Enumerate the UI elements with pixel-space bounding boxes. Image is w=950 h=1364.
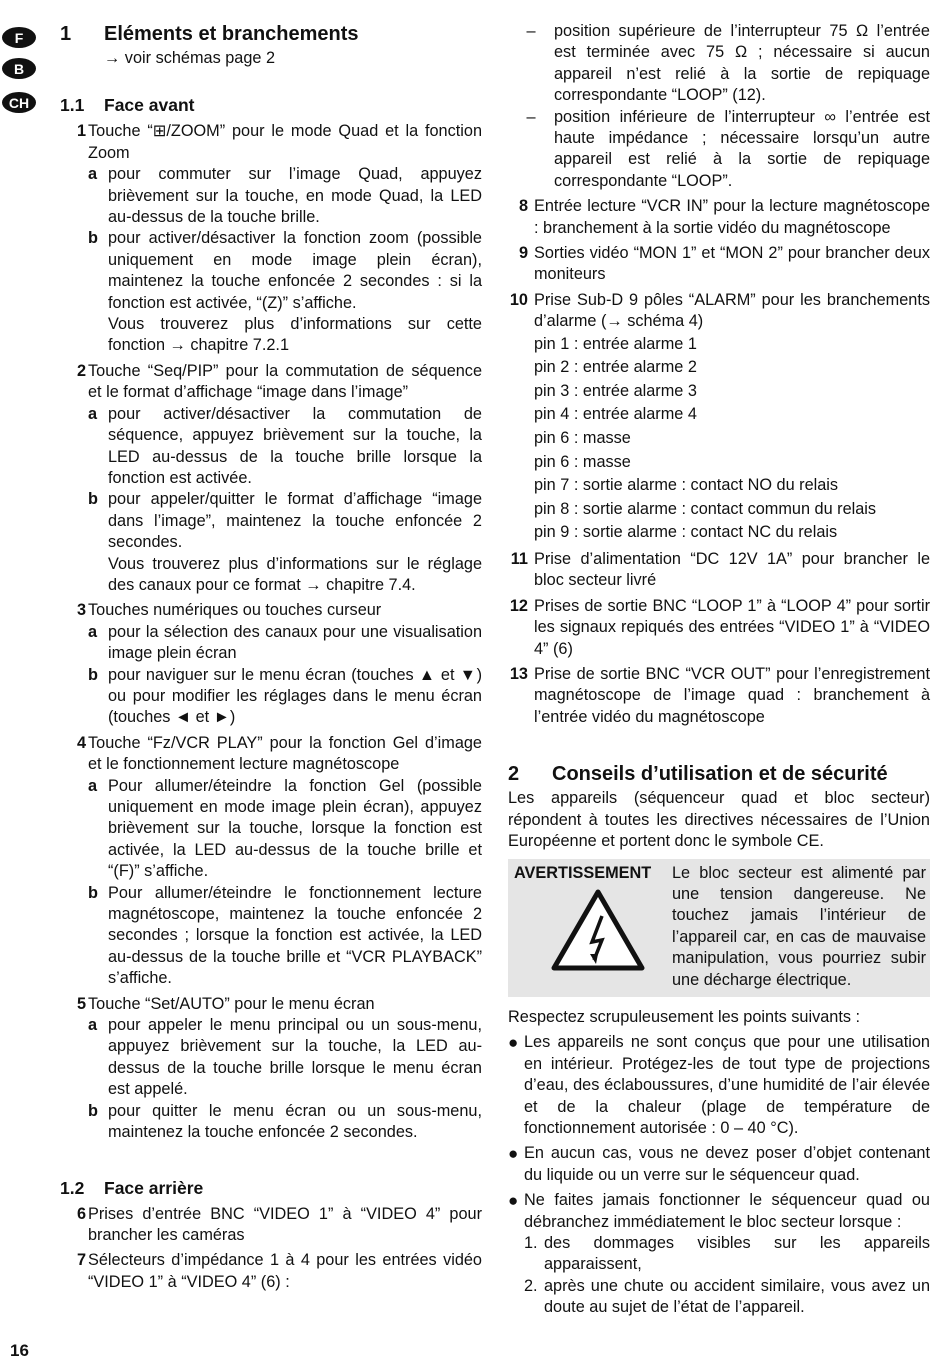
item-1-b: b pour activer/désactiver la fonction zoom (possible uniquement en mode image plein écran), maintenez la touche enfoncée 2 secondes : si la fonction est activée, “(Z)” s’affiche. Vous trouverez plus d’informations sur cette fonction → chapitre 7.2.1 <box>88 229 482 355</box>
safety-bullet: ● Ne faites jamais fonctionner le séquenceur quad ou débranchez immédiatement le bloc secteur lorsque : <box>508 1191 930 1231</box>
conformity-intro: Les appareils (séquenceur quad et bloc secteur) répondent à toutes les directives nécessaires de l’Union Européenne et portent donc le symbole CE. <box>508 789 930 851</box>
pin-entry: pin 9 : sortie alarme : contact NC du relais <box>534 523 838 542</box>
pin-entry: pin 4 : entrée alarme 4 <box>534 405 697 424</box>
item-3-b: b pour naviguer sur le menu écran (touches ▲ et ▼) ou pour modifier les réglages dans le menu écran (touches ◄ et ►) <box>88 665 482 727</box>
item-2-a: a pour activer/désactiver la commutation de séquence, appuyez brièvement sur la touche, la LED au-dessus de la touche brille lorsque la fonction est activée. <box>88 404 482 487</box>
section-2-heading: 2 Conseils d’utilisation et de sécurité <box>508 763 888 786</box>
item-12: 12 Prises de sortie BNC “LOOP 1” à “LOOP 4” pour sortir les signaux repiqués des entrées “VIDEO 1” à “VIDEO 4” (6) <box>509 596 930 658</box>
lang-tab-b: B <box>2 58 36 79</box>
schema-reference: → voir schémas page 2 <box>104 49 276 67</box>
pin-entry: pin 7 : sortie alarme : contact NO du relais <box>534 476 839 495</box>
respect-instruction: Respectez scrupuleusement les points suivants : <box>508 1007 861 1026</box>
lang-tab-f: F <box>2 27 36 48</box>
item-10: 10 Prise Sub-D 9 pôles “ALARM” pour les branchements d’alarme (→ schéma 4) <box>509 290 930 331</box>
item-4-b: b Pour allumer/éteindre le fonctionnement lecture magnétoscope, maintenez la touche enfoncée 2 secondes ; lorsque la fonction est activée, la LED au-dessus de la touche brille et “VCR PLAYBACK” s’affiche. <box>88 883 482 988</box>
warning-text: Le bloc secteur est alimenté par une tension dangereuse. Ne touchez jamais l’intérieur de l’appareil car, en cas de mauvaise manipulation, vous pourriez subir une décharge électrique. <box>672 863 926 989</box>
left-column <box>60 20 482 1293</box>
item-7-upper-position: – position supérieure de l’interrupteur 75 Ω l’entrée est terminée avec 75 Ω ; nécessaire si aucun appareil n’est relié à la sortie de repiquage correspondante “LOOP” (12). <box>526 22 930 105</box>
item-2: 2 Touche “Seq/PIP” pour la commutation de séquence et le format d’affichage “image dans l’image” <box>76 361 482 402</box>
pin-entry: pin 1 : entrée alarme 1 <box>534 334 697 353</box>
item-5: 5 Touche “Set/AUTO” pour le menu écran <box>76 994 375 1013</box>
pin-entry: pin 3 : entrée alarme 3 <box>534 381 697 400</box>
item-9: 9 Sorties vidéo “MON 1” et “MON 2” pour brancher deux moniteurs <box>518 244 930 284</box>
item-7: 7 Sélecteurs d’impédance 1 à 4 pour les entrées vidéo “VIDEO 1” à “VIDEO 4” (6) : <box>76 1251 482 1291</box>
pin-entry: pin 6 : masse <box>534 429 631 448</box>
item-7-lower-position: – position inférieure de l’interrupteur ∞ l’entrée est haute impédance ; nécessaire lorsqu’un autre appareil est relié à la sortie de repiquage correspondante “LOOP”. <box>526 107 930 190</box>
section-1-1-heading: 1.1 Face avant <box>60 95 195 116</box>
right-column <box>508 21 930 1319</box>
warning-label: AVERTISSEMENT <box>514 863 652 882</box>
item-6: 6 Prises d’entrée BNC “VIDEO 1” à “VIDEO 4” pour brancher les caméras <box>76 1204 482 1244</box>
pin-entry: pin 2 : entrée alarme 2 <box>534 358 697 377</box>
alarm-pin-list <box>534 333 930 545</box>
safety-bullet: ● Les appareils ne sont conçus que pour une utilisation en intérieur. Protégez-les de tout type de projections d’eau, des éclaboussures, d’une humidité de l’air élevée et de la chaleur (plage de température de fonctionnement autorisée : 0 – 40 °C). <box>508 1033 930 1137</box>
item-2-b: b pour appeler/quitter le format d’affichage “image dans l’image”, maintenez la touche enfoncée 2 secondes. Vous trouverez plus d’informations sur le réglage des canaux pour ce format → chapitre 7.4. <box>88 490 482 594</box>
item-5-a: a pour appeler le menu principal ou un sous-menu, appuyez brièvement sur la touche, la LED au-dessus de la touche brille lorsque le menu écran est appelé. <box>88 1016 482 1099</box>
lang-tab-ch: CH <box>2 92 36 113</box>
pin-entry: pin 8 : sortie alarme : contact commun du relais <box>534 499 877 518</box>
item-1: 1 Touche “⊞/ZOOM” pour le mode Quad et la fonction Zoom <box>76 122 482 162</box>
warning-box <box>508 859 930 997</box>
item-13: 13 Prise de sortie BNC “VCR OUT” pour l’enregistrement magnétoscope de l’image quad : branchement à l’entrée vidéo du magnétoscope <box>509 665 930 726</box>
condition-item: 2. après une chute ou accident similaire, vous avez un doute au sujet de l’état de l’appareil. <box>524 1276 930 1317</box>
item-11: 11 Prise d’alimentation “DC 12V 1A” pour brancher le bloc secteur livré <box>510 550 930 590</box>
item-4: 4 Touche “Fz/VCR PLAY” pour la fonction Gel d’image et le fonctionnement lecture magnétoscope <box>76 733 482 774</box>
page-number: 16 <box>10 1341 29 1360</box>
item-8: 8 Entrée lecture “VCR IN” pour la lecture magnétoscope : branchement à la sortie vidéo du magnétoscope <box>518 197 930 237</box>
item-3-a: a pour la sélection des canaux pour une visualisation image plein écran <box>88 622 482 663</box>
item-5-b: b pour quitter le menu écran ou un sous-menu, maintenez la touche enfoncée 2 secondes. <box>88 1101 482 1142</box>
section-1-heading: 1 Eléments et branchements <box>60 23 359 45</box>
safety-bullet: ● En aucun cas, vous ne devez poser d’objet contenant du liquide ou un verre sur le séquenceur quad. <box>508 1144 930 1184</box>
condition-item: 1. des dommages visibles sur les appareils apparaissent, <box>524 1234 930 1274</box>
section-1-2-heading: 1.2 Face arrière <box>60 1177 204 1198</box>
item-3: 3 Touches numériques ou touches curseur <box>76 601 382 620</box>
high-voltage-warning-icon <box>550 888 646 972</box>
item-1-a: a pour commuter sur l’image Quad, appuyez brièvement sur la touche, en mode Quad, la LED au-dessus de la touche brille. <box>88 165 482 227</box>
item-4-a: a Pour allumer/éteindre la fonction Gel (possible uniquement en mode image plein écran), appuyez brièvement sur la touche, lorsque la fonction est activée, la LED au-dessus de la touche brille et “(F)” s’affiche. <box>88 776 482 881</box>
pin-entry: pin 6 : masse <box>534 452 631 471</box>
